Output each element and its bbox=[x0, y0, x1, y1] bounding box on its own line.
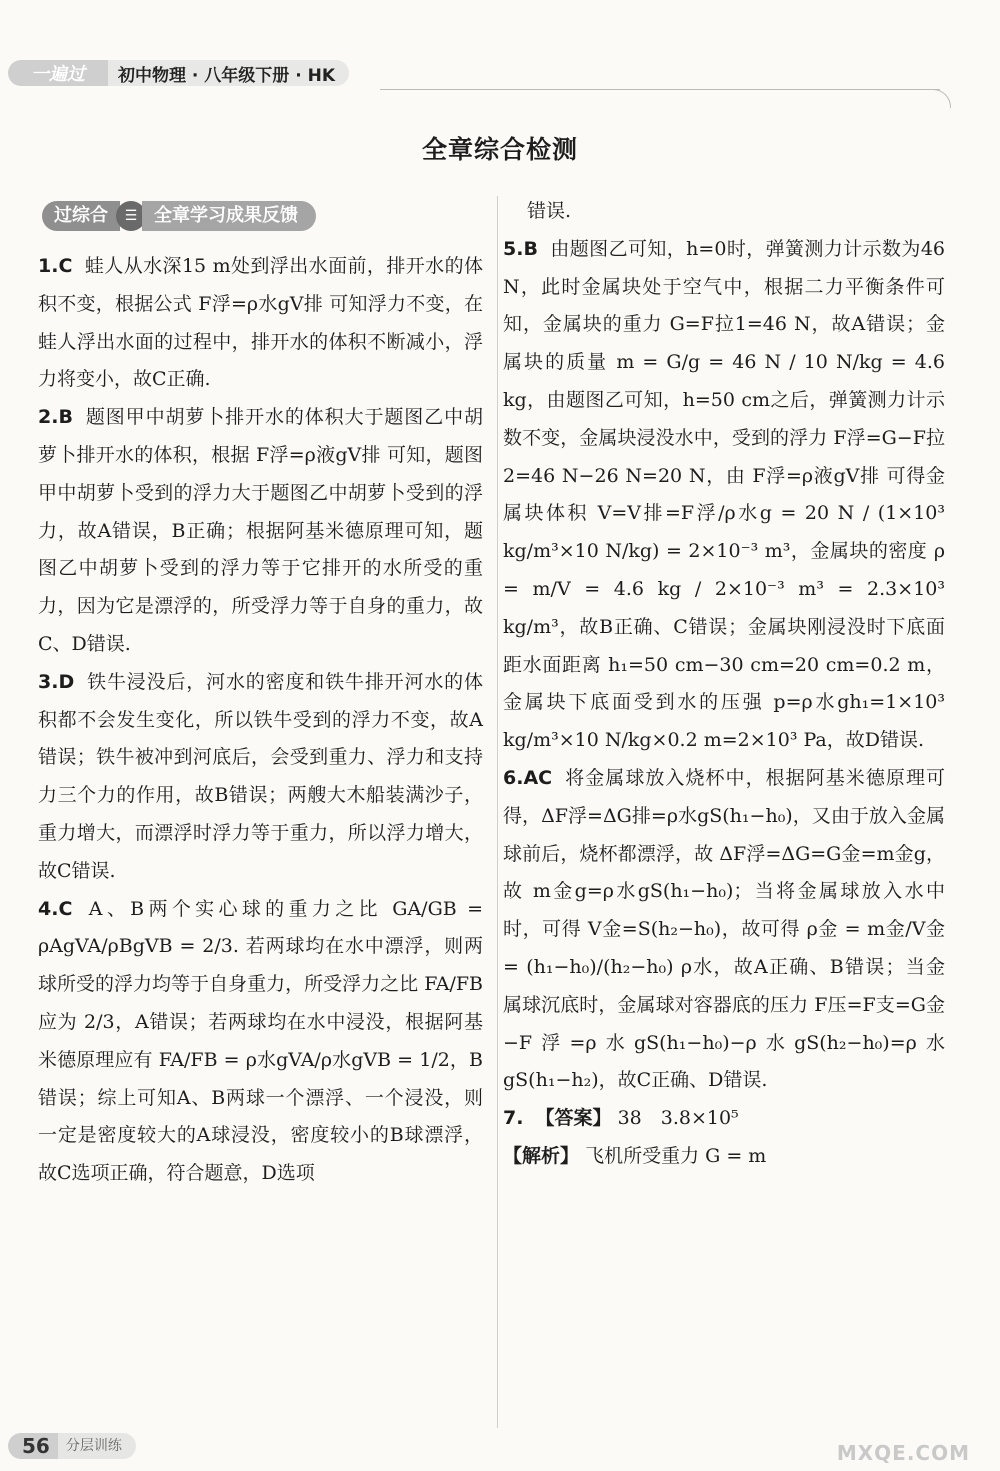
continuation-text: 错误. bbox=[527, 200, 572, 222]
question-number: 2.B bbox=[38, 406, 73, 429]
question-number: 3.D bbox=[38, 670, 75, 693]
book-title: 初中物理 · 八年级下册 · HK bbox=[108, 60, 349, 86]
page-number: 56 bbox=[8, 1433, 58, 1459]
question-explanation: 蛙人从水深15 m处到浮出水面前，排开水的体积不变，根据公式 F浮=ρ水gV排 可知浮力不变，在蛙人浮出水面的过程中，排开水的体积不断减小，浮力将变小，故C正确. bbox=[38, 255, 484, 391]
question-number: 1.C bbox=[38, 255, 73, 277]
right-column bbox=[503, 193, 945, 1176]
section-tag-subtitle: 全章学习成果反馈 bbox=[142, 201, 316, 231]
section-tag bbox=[42, 200, 316, 232]
question-number: 4.C bbox=[38, 897, 73, 920]
question-3 bbox=[38, 664, 483, 891]
question-4 bbox=[38, 891, 483, 1193]
question-explanation: 题图甲中胡萝卜排开水的体积大于题图乙中胡萝卜排开水的体积，根据 F浮=ρ液gV排 可知，题图甲中胡萝卜受到的浮力大于题图乙中胡萝卜受到的浮力，故A错误，B正确；根据阿基米德原理可知，题图乙中胡萝卜受到的浮力等于它排开的水所受的重力，因为它是漂浮的，所受浮力等于自身的重力，故C、D错误. bbox=[38, 406, 483, 655]
analysis-text: 飞机所受重力 G = m bbox=[585, 1144, 767, 1167]
answer-label: 【答案】 bbox=[535, 1107, 612, 1130]
question-explanation: 由题图乙可知，h=0时，弹簧测力计示数为46 N，此时金属块处于空气中，根据二力平衡条件可知，金属块的重力 G=F拉1=46 N，故A错误；金属块的质量 m = G/g = 46 N / 10 N/kg = 4.6 kg，由题图乙可知，h=50 cm之后，弹簧测力计示数不变，金属块浸没水中，受到的浮力 F浮=G−F拉2=46 N−26 N=20 N，由 F浮=ρ液gV排 可得金属块体积 V=V排=F浮/ρ水g = 20 N / (1×10³ kg/m³×10 N/kg) = 2×10⁻³ m³，金属块的密度 ρ = m/V = 4.6 kg / 2×10⁻³ m³ = 2.3×10³ kg/m³，故B正确、C错误；金属块刚浸没时下底面距水面距离 h₁=50 cm−30 cm=20 cm=0.2 m，金属块下底面受到水的压强 p=ρ水gh₁=1×10³ kg/m³×10 N/kg×0.2 m=2×10³ Pa，故D错误. bbox=[503, 237, 945, 752]
section-tag-label: 过综合 bbox=[42, 201, 120, 231]
left-column bbox=[38, 248, 483, 1193]
column-divider bbox=[497, 196, 498, 1428]
question-2 bbox=[38, 399, 483, 664]
question-7 bbox=[503, 1100, 945, 1176]
question-6 bbox=[503, 760, 945, 1100]
answer-value: 38 3.8×10⁵ bbox=[617, 1107, 739, 1130]
header-rule bbox=[380, 89, 940, 90]
question-1 bbox=[38, 248, 483, 399]
series-logo: 一遍过 bbox=[8, 60, 108, 86]
book-header bbox=[8, 58, 380, 88]
question-5 bbox=[503, 231, 945, 760]
question-number: 6.AC bbox=[503, 766, 553, 789]
question-4-continuation bbox=[503, 193, 945, 231]
question-number: 5.B bbox=[503, 237, 538, 260]
question-explanation: 铁牛浸没后，河水的密度和铁牛排开河水的体积都不会发生变化，所以铁牛受到的浮力不变，故A错误；铁牛被冲到河底后，会受到重力、浮力和支持力三个力的作用，故B错误；两艘大木船装满沙子，重力增大，而漂浮时浮力等于重力，所以浮力增大，故C错误. bbox=[38, 670, 483, 882]
footer-label: 分层训练 bbox=[58, 1433, 136, 1459]
header-rule-corner bbox=[930, 89, 951, 108]
watermark: MXQE.COM bbox=[836, 1441, 970, 1465]
analysis-label: 【解析】 bbox=[503, 1144, 580, 1167]
question-explanation: A、B两个实心球的重力之比 GA/GB = ρAgVA/ρBgVB = 2/3. 若两球均在水中漂浮，则两球所受的浮力均等于自身重力，所受浮力之比 FA/FB 应为 2/3，A错误；若两球均在水中浸没，根据阿基米德原理应有 FA/FB = ρ水gVA/ρ水gVB = 1/2，B错误；综上可知A、B两球一个漂浮、一个浸没，则一定是密度较大的A球浸没，密度较小的B球漂浮，故C选项正确，符合题意，D选项 bbox=[38, 897, 484, 1185]
list-icon: ☰ bbox=[116, 201, 146, 231]
question-number: 7. bbox=[503, 1107, 524, 1130]
page-title: 全章综合检测 bbox=[421, 135, 578, 164]
question-explanation: 将金属球放入烧杯中，根据阿基米德原理可得，ΔF浮=ΔG排=ρ水gS(h₁−h₀)，又由于放入金属球前后，烧杯都漂浮，故 ΔF浮=ΔG=G金=m金g，故 m金g=ρ水gS(h₁−h₀)；当将金属球放入水中时，可得 V金=S(h₂−h₀)，故可得 ρ金 = m金/V金 = (h₁−h₀)/(h₂−h₀) ρ水，故A正确、B错误；当金属球沉底时，金属球对容器底的压力 F压=F支=G金−F浮=ρ水gS(h₁−h₀)−ρ水gS(h₂−h₀)=ρ水gS(h₁−h₂)，故C正确、D错误. bbox=[503, 766, 945, 1092]
page-footer bbox=[8, 1432, 136, 1460]
